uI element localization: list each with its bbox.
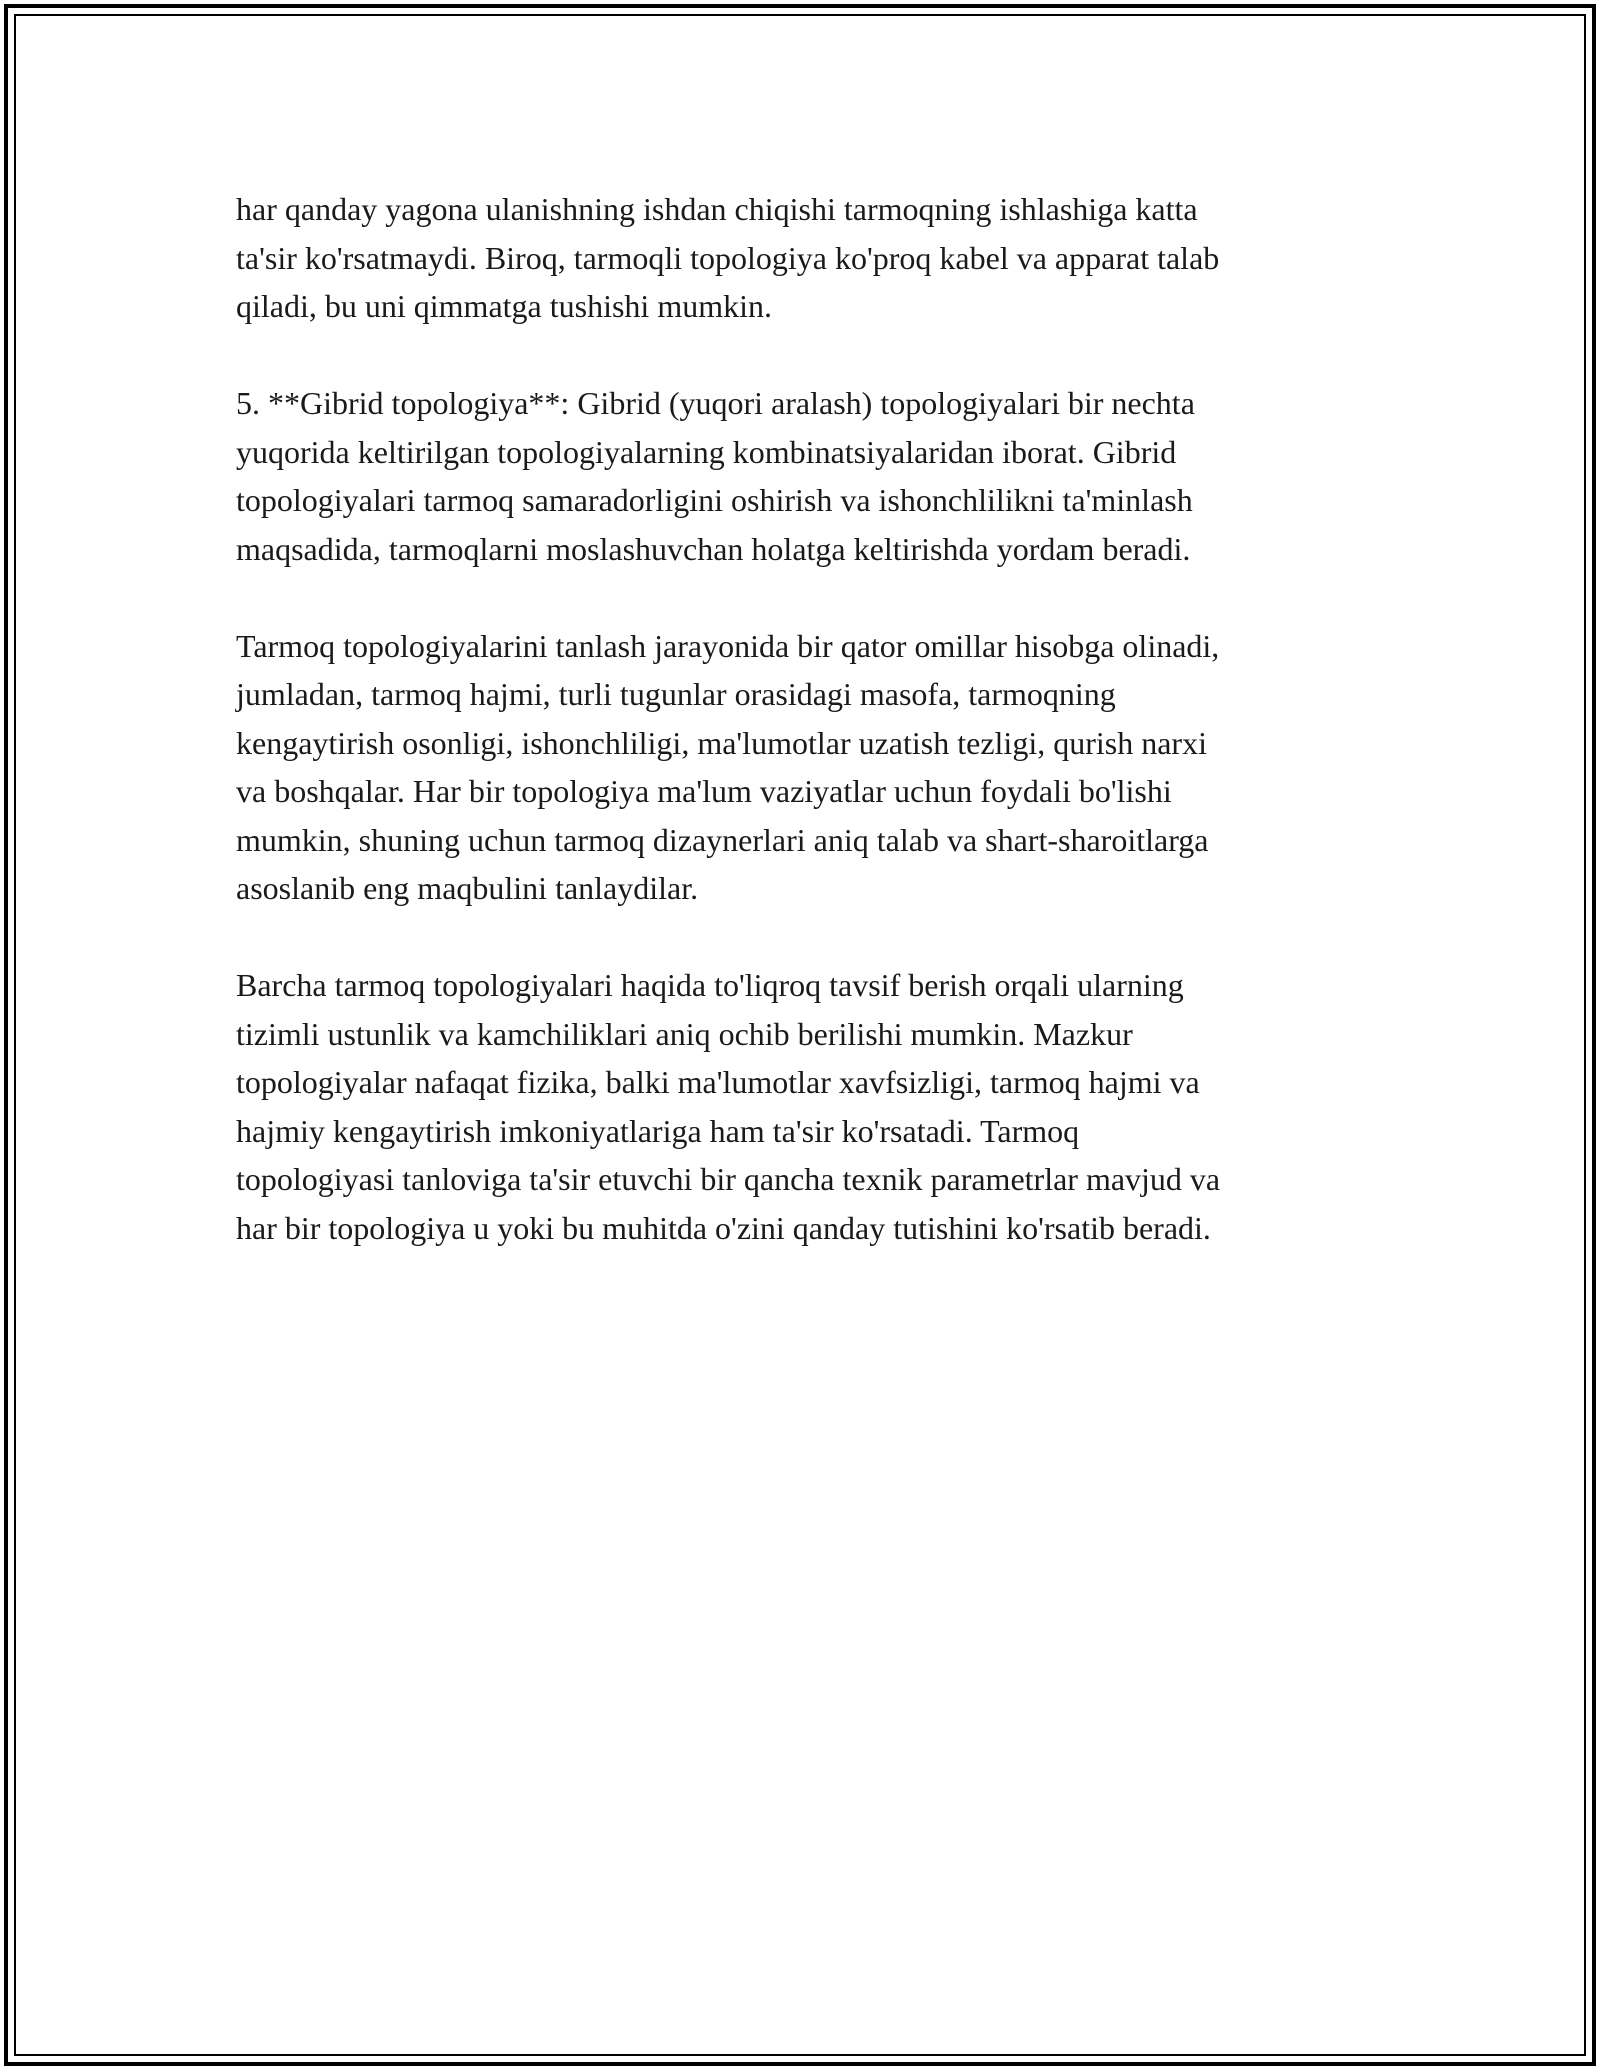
text-line: ta'sir ko'rsatmaydi. Biroq, tarmoqli topologiya ko'proq kabel va apparat talab bbox=[236, 239, 1220, 276]
text-line: qiladi, bu uni qimmatga tushishi mumkin. bbox=[236, 288, 772, 324]
paragraph-hybrid-topology bbox=[236, 379, 1376, 573]
paragraph-topology-selection bbox=[236, 622, 1376, 913]
text-line: maqsadida, tarmoqlarni moslashuvchan holatga keltirishda yordam beradi. bbox=[236, 530, 1191, 567]
text-line: tizimli ustunlik va kamchiliklari aniq ochib berilishi mumkin. Mazkur bbox=[236, 1015, 1133, 1052]
text-line: topologiyalar nafaqat fizika, balki ma'lumotlar xavfsizligi, tarmoq hajmi va bbox=[236, 1064, 1200, 1100]
text-line: jumladan, tarmoq hajmi, turli tugunlar orasidagi masofa, tarmoqning bbox=[236, 676, 1116, 712]
paragraph-mesh-topology-end bbox=[236, 185, 1376, 331]
text-line: har qanday yagona ulanishning ishdan chiqishi tarmoqning ishlashiga katta bbox=[236, 191, 1198, 227]
text-line: har bir topologiya u yoki bu muhitda o'zini qanday tutishini ko'rsatib beradi. bbox=[236, 1209, 1211, 1246]
text-line: va boshqalar. Har bir topologiya ma'lum vaziyatlar uchun foydali bo'lishi bbox=[236, 773, 1172, 809]
paragraph-conclusion bbox=[236, 961, 1376, 1252]
text-line: Tarmoq topologiyalarini tanlash jarayonida bir qator omillar hisobga olinadi, bbox=[236, 627, 1220, 664]
text-line: kengaytirish osonligi, ishonchliligi, ma'lumotlar uzatish tezligi, qurish narxi bbox=[236, 724, 1207, 761]
text-line: yuqorida keltirilgan topologiyalarning kombinatsiyalaridan iborat. Gibrid bbox=[236, 433, 1177, 470]
text-line: Barcha tarmoq topologiyalari haqida to'liqroq tavsif berish orqali ularning bbox=[236, 967, 1184, 1003]
text-line: mumkin, shuning uchun tarmoq dizaynerlari aniq talab va shart-sharoitlarga bbox=[236, 821, 1209, 858]
text-line: hajmiy kengaytirish imkoniyatlariga ham ta'sir ko'rsatadi. Tarmoq bbox=[236, 1112, 1080, 1149]
text-line: topologiyasi tanloviga ta'sir etuvchi bir qancha texnik parametrlar mavjud va bbox=[236, 1161, 1221, 1197]
text-line: 5. **Gibrid topologiya**: Gibrid (yuqori aralash) topologiyalari bir nechta bbox=[236, 385, 1195, 421]
text-line: topologiyalari tarmoq samaradorligini oshirish va ishonchlilikni ta'minlash bbox=[236, 482, 1193, 518]
document-body bbox=[236, 185, 1376, 1301]
text-line: asoslanib eng maqbulini tanlaydilar. bbox=[236, 870, 699, 906]
